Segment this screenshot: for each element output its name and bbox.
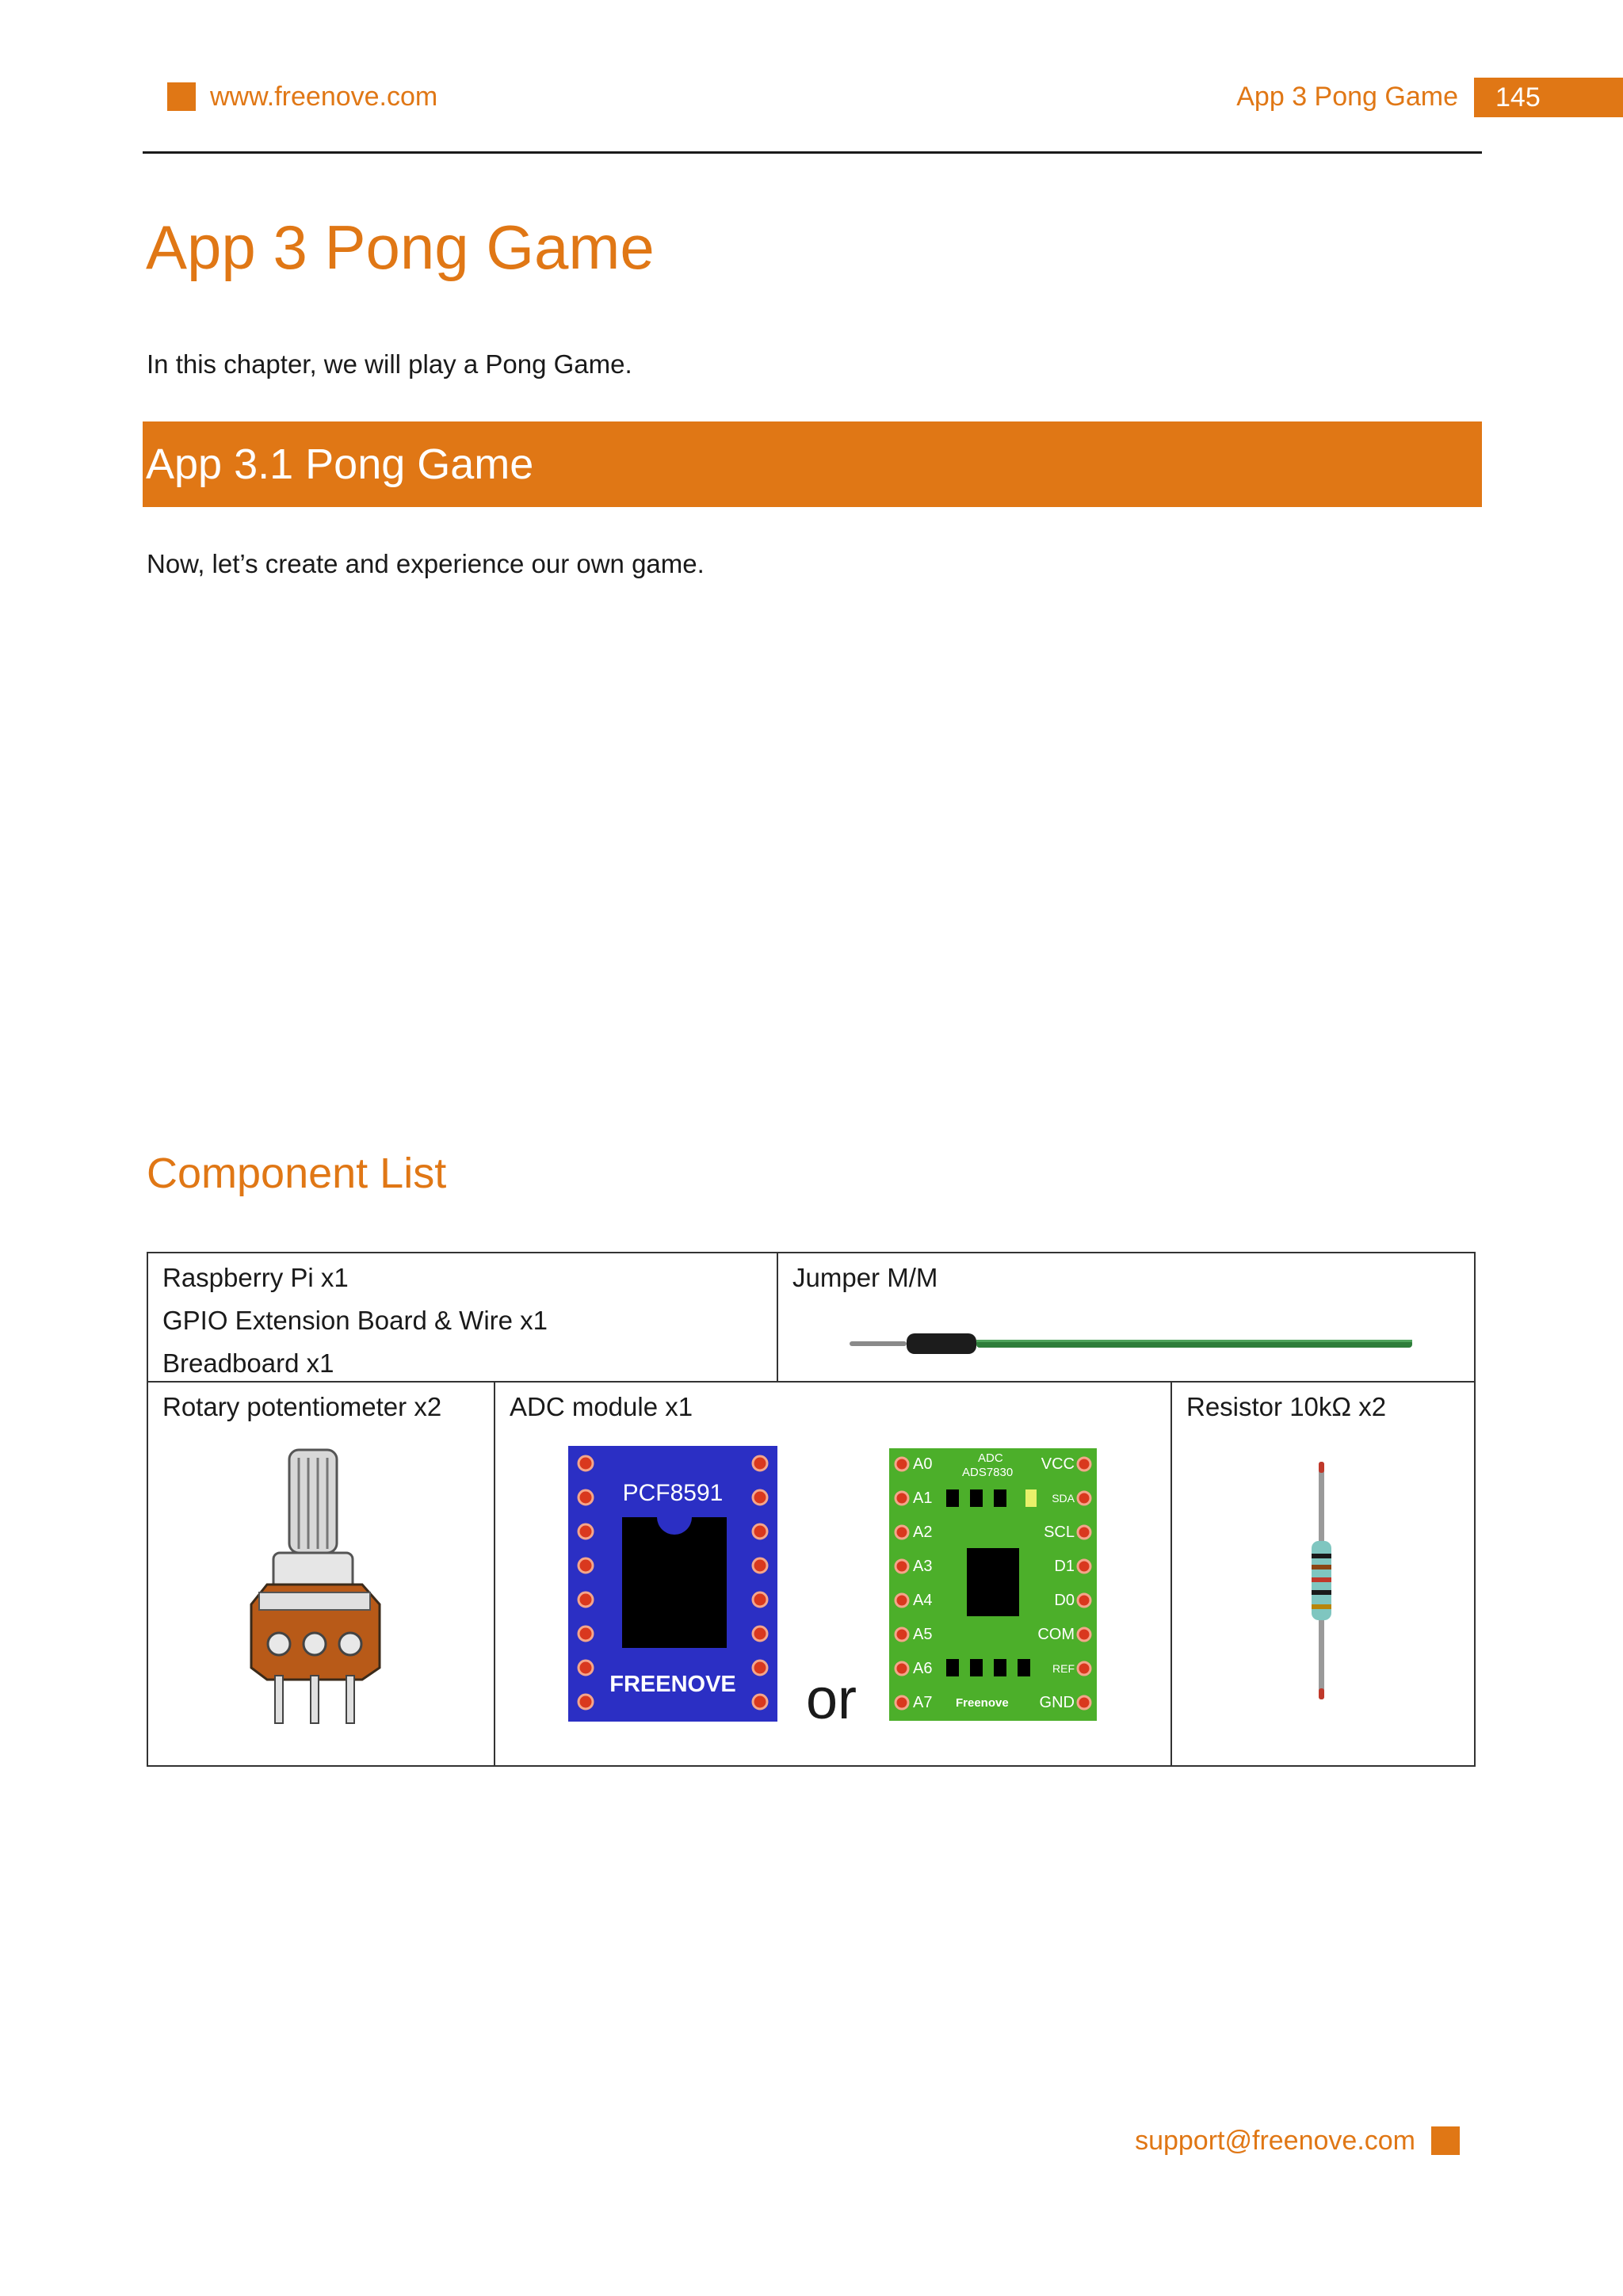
ads-pin-sda: SDA: [1052, 1492, 1075, 1505]
ads-pin-vcc: VCC: [1041, 1455, 1075, 1473]
header-rule: [143, 151, 1482, 154]
item-gpio-board: GPIO Extension Board & Wire x1: [162, 1306, 548, 1335]
cell-adc-module: [494, 1381, 1172, 1767]
item-raspberry-pi: Raspberry Pi x1: [162, 1263, 349, 1292]
page-title: App 3 Pong Game: [146, 212, 655, 282]
ads-pin-gnd: GND: [1039, 1694, 1075, 1711]
pcf8591-chip-label: PCF8591: [622, 1480, 724, 1506]
ads-pin-scl: SCL: [1044, 1524, 1075, 1541]
ads7830-board: [889, 1448, 1097, 1721]
ads-pin-a3: A3: [913, 1558, 933, 1575]
ads-top-label: ADC: [978, 1451, 1003, 1465]
item-jumper: Jumper M/M: [792, 1263, 938, 1292]
ads-chip-label: ADS7830: [962, 1466, 1014, 1479]
ads-brand-label: Freenove: [956, 1696, 1009, 1710]
or-separator: or: [806, 1668, 857, 1731]
cell-jumper: [777, 1252, 1476, 1383]
item-resistor: Resistor 10kΩ x2: [1186, 1392, 1387, 1421]
header-square-icon: [167, 82, 196, 111]
section-title: App 3.1 Pong Game: [146, 441, 534, 488]
ads-pin-a6: A6: [913, 1660, 933, 1677]
rotary-potentiometer-icon: [243, 1442, 402, 1743]
ads-pin-com: COM: [1037, 1626, 1075, 1643]
cell-resistor: [1170, 1381, 1476, 1767]
item-breadboard: Breadboard x1: [162, 1348, 334, 1378]
item-adc-module: ADC module x1: [510, 1392, 693, 1421]
footer-email-link[interactable]: support@freenove.com: [1135, 2126, 1415, 2156]
ads-pin-d1: D1: [1054, 1558, 1075, 1575]
header-site-link[interactable]: www.freenove.com: [210, 82, 438, 112]
header-chapter-title: App 3 Pong Game: [1236, 82, 1458, 112]
pcf8591-brand-label: FREENOVE: [609, 1672, 736, 1697]
ads-pin-ref: REF: [1052, 1662, 1075, 1675]
ads-pin-a0: A0: [913, 1455, 933, 1473]
ads-pin-a5: A5: [913, 1626, 933, 1643]
cell-potentiometer: [147, 1381, 495, 1767]
component-list-heading: Component List: [147, 1150, 447, 1197]
ads-pin-a1: A1: [913, 1489, 933, 1507]
ads-pin-a4: A4: [913, 1592, 933, 1609]
component-table: [147, 1252, 1476, 1767]
cell-raspberry-pi: [147, 1252, 778, 1383]
jumper-wire-icon: [850, 1329, 1420, 1360]
ads-pin-d0: D0: [1054, 1592, 1075, 1609]
resistor-icon: [1305, 1462, 1337, 1699]
intro-paragraph: In this chapter, we will play a Pong Game.: [147, 349, 632, 379]
ads-pin-a2: A2: [913, 1524, 933, 1541]
pcf8591-board: [568, 1446, 777, 1722]
footer-square-icon: [1431, 2126, 1460, 2155]
section-paragraph: Now, let’s create and experience our own game.: [147, 549, 705, 578]
page-number: 145: [1474, 78, 1623, 117]
ads-pin-a7: A7: [913, 1694, 933, 1711]
item-potentiometer: Rotary potentiometer x2: [162, 1392, 442, 1421]
